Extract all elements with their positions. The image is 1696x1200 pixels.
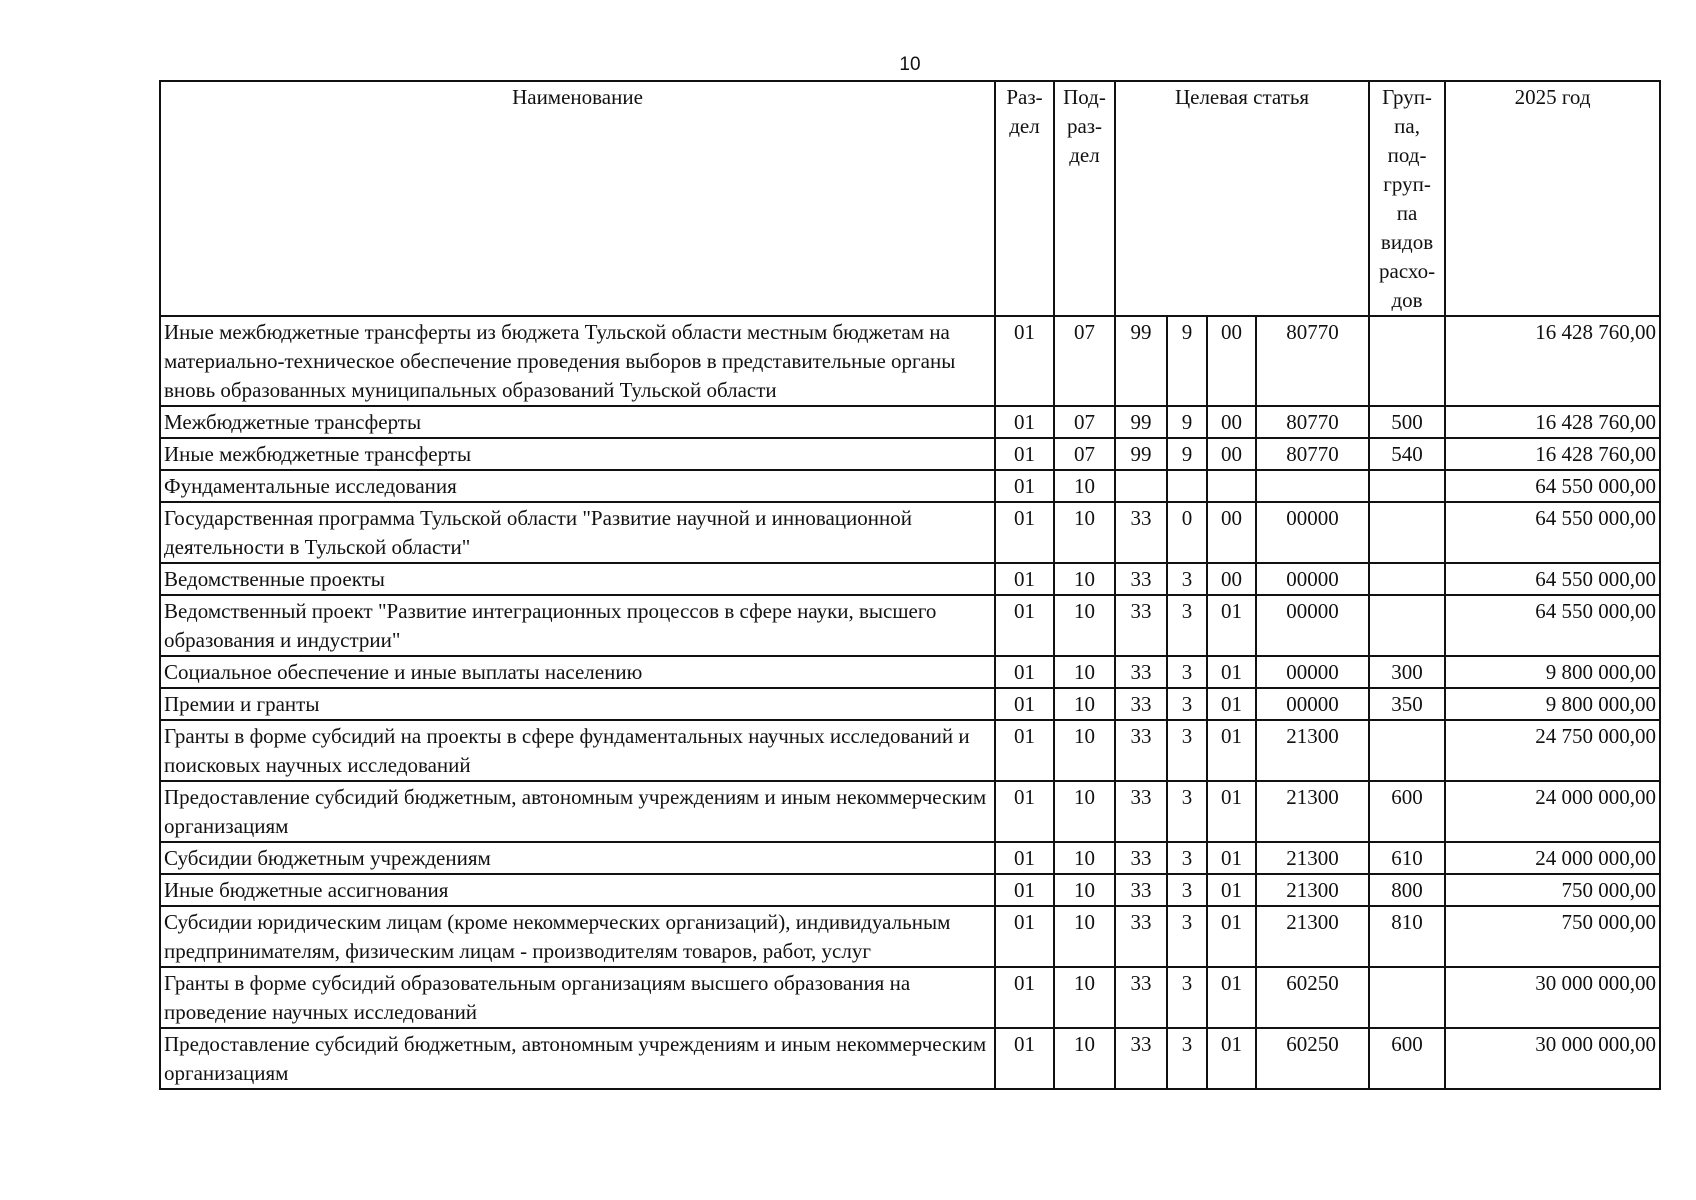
cell-target-program: 33 bbox=[1115, 502, 1167, 563]
cell-podrazdel: 07 bbox=[1054, 438, 1115, 470]
cell-amount: 24 000 000,00 bbox=[1445, 781, 1660, 842]
cell-target-subprogram: 9 bbox=[1167, 438, 1207, 470]
cell-razdel: 01 bbox=[995, 438, 1054, 470]
cell-target-subprogram: 3 bbox=[1167, 688, 1207, 720]
table-row bbox=[160, 967, 1660, 1028]
cell-expense-group bbox=[1369, 967, 1445, 1028]
cell-target-direction: 01 bbox=[1207, 906, 1256, 967]
cell-expense-group: 540 bbox=[1369, 438, 1445, 470]
budget-table bbox=[159, 80, 1661, 1090]
cell-target-subprogram: 3 bbox=[1167, 967, 1207, 1028]
cell-expense-group bbox=[1369, 502, 1445, 563]
cell-amount: 9 800 000,00 bbox=[1445, 656, 1660, 688]
cell-target-subprogram: 9 bbox=[1167, 316, 1207, 406]
cell-expense-group: 350 bbox=[1369, 688, 1445, 720]
cell-razdel: 01 bbox=[995, 1028, 1054, 1089]
cell-expense-group: 610 bbox=[1369, 842, 1445, 874]
cell-target-program: 33 bbox=[1115, 906, 1167, 967]
cell-name: Гранты в форме субсидий образовательным организациям высшего образования на проведение научных исследований bbox=[160, 967, 995, 1028]
cell-name: Государственная программа Тульской области "Развитие научной и инновационной деятельности в Тульской области" bbox=[160, 502, 995, 563]
cell-amount: 30 000 000,00 bbox=[1445, 1028, 1660, 1089]
cell-target-program: 33 bbox=[1115, 563, 1167, 595]
cell-amount: 24 000 000,00 bbox=[1445, 842, 1660, 874]
cell-target-direction: 01 bbox=[1207, 781, 1256, 842]
cell-amount: 64 550 000,00 bbox=[1445, 470, 1660, 502]
cell-target-program: 33 bbox=[1115, 595, 1167, 656]
cell-podrazdel: 10 bbox=[1054, 720, 1115, 781]
cell-target-code: 00000 bbox=[1256, 502, 1369, 563]
cell-target-subprogram: 3 bbox=[1167, 842, 1207, 874]
cell-name: Предоставление субсидий бюджетным, автономным учреждениям и иным некоммерческим организациям bbox=[160, 1028, 995, 1089]
cell-target-program: 33 bbox=[1115, 781, 1167, 842]
cell-razdel: 01 bbox=[995, 563, 1054, 595]
cell-podrazdel: 10 bbox=[1054, 595, 1115, 656]
cell-target-program: 33 bbox=[1115, 842, 1167, 874]
cell-target-direction: 01 bbox=[1207, 1028, 1256, 1089]
header-razdel-text: Раз- дел bbox=[1006, 85, 1043, 138]
cell-razdel: 01 bbox=[995, 316, 1054, 406]
table-row bbox=[160, 781, 1660, 842]
cell-target-subprogram bbox=[1167, 470, 1207, 502]
cell-target-direction: 01 bbox=[1207, 842, 1256, 874]
cell-target-code: 60250 bbox=[1256, 1028, 1369, 1089]
cell-podrazdel: 07 bbox=[1054, 406, 1115, 438]
table-row bbox=[160, 316, 1660, 406]
cell-podrazdel: 10 bbox=[1054, 1028, 1115, 1089]
cell-amount: 64 550 000,00 bbox=[1445, 563, 1660, 595]
cell-target-direction: 00 bbox=[1207, 316, 1256, 406]
cell-razdel: 01 bbox=[995, 470, 1054, 502]
cell-amount: 750 000,00 bbox=[1445, 874, 1660, 906]
cell-amount: 64 550 000,00 bbox=[1445, 595, 1660, 656]
table-row bbox=[160, 656, 1660, 688]
cell-razdel: 01 bbox=[995, 720, 1054, 781]
cell-expense-group: 300 bbox=[1369, 656, 1445, 688]
header-expense-group bbox=[1369, 81, 1445, 316]
cell-target-direction: 00 bbox=[1207, 438, 1256, 470]
cell-target-program: 33 bbox=[1115, 967, 1167, 1028]
table-row bbox=[160, 438, 1660, 470]
cell-razdel: 01 bbox=[995, 595, 1054, 656]
cell-target-direction: 01 bbox=[1207, 656, 1256, 688]
cell-name: Ведомственный проект "Развитие интеграционных процессов в сфере науки, высшего образования и индустрии" bbox=[160, 595, 995, 656]
cell-target-subprogram: 3 bbox=[1167, 1028, 1207, 1089]
cell-expense-group bbox=[1369, 595, 1445, 656]
cell-target-program: 33 bbox=[1115, 688, 1167, 720]
cell-target-code: 00000 bbox=[1256, 595, 1369, 656]
cell-expense-group: 800 bbox=[1369, 874, 1445, 906]
cell-target-code: 80770 bbox=[1256, 316, 1369, 406]
cell-amount: 750 000,00 bbox=[1445, 906, 1660, 967]
cell-target-program: 99 bbox=[1115, 438, 1167, 470]
cell-target-code: 80770 bbox=[1256, 438, 1369, 470]
cell-target-code: 00000 bbox=[1256, 688, 1369, 720]
cell-razdel: 01 bbox=[995, 906, 1054, 967]
cell-name: Социальное обеспечение и иные выплаты населению bbox=[160, 656, 995, 688]
cell-target-code: 21300 bbox=[1256, 906, 1369, 967]
header-name: Наименование bbox=[160, 81, 995, 316]
table-body bbox=[160, 316, 1660, 1089]
cell-name: Межбюджетные трансферты bbox=[160, 406, 995, 438]
cell-razdel: 01 bbox=[995, 406, 1054, 438]
cell-name: Иные межбюджетные трансферты bbox=[160, 438, 995, 470]
cell-target-code: 21300 bbox=[1256, 781, 1369, 842]
cell-target-subprogram: 3 bbox=[1167, 906, 1207, 967]
cell-podrazdel: 07 bbox=[1054, 316, 1115, 406]
cell-name: Гранты в форме субсидий на проекты в сфере фундаментальных научных исследований и поисковых научных исследований bbox=[160, 720, 995, 781]
cell-razdel: 01 bbox=[995, 502, 1054, 563]
cell-podrazdel: 10 bbox=[1054, 781, 1115, 842]
cell-name: Предоставление субсидий бюджетным, автономным учреждениям и иным некоммерческим организациям bbox=[160, 781, 995, 842]
cell-expense-group bbox=[1369, 316, 1445, 406]
cell-name: Субсидии бюджетным учреждениям bbox=[160, 842, 995, 874]
page-number: 10 bbox=[899, 54, 921, 75]
header-podrazdel-text: Под- раз- дел bbox=[1063, 85, 1106, 167]
cell-target-program: 33 bbox=[1115, 874, 1167, 906]
cell-amount: 16 428 760,00 bbox=[1445, 316, 1660, 406]
cell-expense-group bbox=[1369, 563, 1445, 595]
cell-name: Иные межбюджетные трансферты из бюджета Тульской области местным бюджетам на материально-техническое обеспечение проведения выборов в представительные органы вновь образованных муниципальных образований Тульской области bbox=[160, 316, 995, 406]
table-row bbox=[160, 563, 1660, 595]
cell-expense-group bbox=[1369, 470, 1445, 502]
cell-amount: 30 000 000,00 bbox=[1445, 967, 1660, 1028]
cell-target-code: 00000 bbox=[1256, 656, 1369, 688]
cell-podrazdel: 10 bbox=[1054, 842, 1115, 874]
table-row bbox=[160, 906, 1660, 967]
cell-expense-group: 600 bbox=[1369, 1028, 1445, 1089]
cell-podrazdel: 10 bbox=[1054, 470, 1115, 502]
cell-name: Иные бюджетные ассигнования bbox=[160, 874, 995, 906]
cell-target-code: 21300 bbox=[1256, 720, 1369, 781]
cell-expense-group: 500 bbox=[1369, 406, 1445, 438]
cell-razdel: 01 bbox=[995, 781, 1054, 842]
header-podrazdel bbox=[1054, 81, 1115, 316]
cell-target-subprogram: 3 bbox=[1167, 720, 1207, 781]
cell-target-subprogram: 0 bbox=[1167, 502, 1207, 563]
cell-podrazdel: 10 bbox=[1054, 656, 1115, 688]
cell-target-code: 80770 bbox=[1256, 406, 1369, 438]
table-row bbox=[160, 470, 1660, 502]
table-row bbox=[160, 502, 1660, 563]
header-row bbox=[160, 81, 1660, 316]
cell-target-direction: 01 bbox=[1207, 595, 1256, 656]
cell-target-direction: 01 bbox=[1207, 720, 1256, 781]
cell-expense-group: 810 bbox=[1369, 906, 1445, 967]
cell-target-program: 33 bbox=[1115, 656, 1167, 688]
table-row bbox=[160, 688, 1660, 720]
cell-target-code: 21300 bbox=[1256, 842, 1369, 874]
cell-expense-group: 600 bbox=[1369, 781, 1445, 842]
cell-target-code: 60250 bbox=[1256, 967, 1369, 1028]
cell-target-subprogram: 3 bbox=[1167, 563, 1207, 595]
table-row bbox=[160, 720, 1660, 781]
cell-target-direction bbox=[1207, 470, 1256, 502]
cell-target-subprogram: 3 bbox=[1167, 595, 1207, 656]
cell-target-program bbox=[1115, 470, 1167, 502]
cell-podrazdel: 10 bbox=[1054, 563, 1115, 595]
cell-amount: 16 428 760,00 bbox=[1445, 438, 1660, 470]
cell-name: Фундаментальные исследования bbox=[160, 470, 995, 502]
cell-target-subprogram: 3 bbox=[1167, 656, 1207, 688]
cell-target-direction: 00 bbox=[1207, 502, 1256, 563]
cell-name: Премии и гранты bbox=[160, 688, 995, 720]
cell-razdel: 01 bbox=[995, 874, 1054, 906]
cell-target-program: 33 bbox=[1115, 720, 1167, 781]
cell-podrazdel: 10 bbox=[1054, 967, 1115, 1028]
cell-target-subprogram: 3 bbox=[1167, 874, 1207, 906]
header-year: 2025 год bbox=[1445, 81, 1660, 316]
cell-name: Ведомственные проекты bbox=[160, 563, 995, 595]
header-razdel bbox=[995, 81, 1054, 316]
cell-target-direction: 00 bbox=[1207, 563, 1256, 595]
cell-amount: 16 428 760,00 bbox=[1445, 406, 1660, 438]
cell-target-direction: 01 bbox=[1207, 967, 1256, 1028]
cell-target-code bbox=[1256, 470, 1369, 502]
cell-target-program: 99 bbox=[1115, 406, 1167, 438]
cell-target-program: 99 bbox=[1115, 316, 1167, 406]
cell-amount: 24 750 000,00 bbox=[1445, 720, 1660, 781]
table-row bbox=[160, 842, 1660, 874]
cell-target-code: 00000 bbox=[1256, 563, 1369, 595]
cell-amount: 64 550 000,00 bbox=[1445, 502, 1660, 563]
cell-target-code: 21300 bbox=[1256, 874, 1369, 906]
table-row bbox=[160, 874, 1660, 906]
header-target-article: Целевая статья bbox=[1115, 81, 1369, 316]
cell-podrazdel: 10 bbox=[1054, 502, 1115, 563]
header-expense-group-text: Груп- па, под- груп- па видов расхо- дов bbox=[1379, 85, 1436, 312]
cell-target-direction: 01 bbox=[1207, 688, 1256, 720]
cell-target-direction: 01 bbox=[1207, 874, 1256, 906]
cell-podrazdel: 10 bbox=[1054, 874, 1115, 906]
cell-target-subprogram: 9 bbox=[1167, 406, 1207, 438]
table-row bbox=[160, 595, 1660, 656]
cell-target-program: 33 bbox=[1115, 1028, 1167, 1089]
cell-podrazdel: 10 bbox=[1054, 906, 1115, 967]
cell-name: Субсидии юридическим лицам (кроме некоммерческих организаций), индивидуальным предпринимателям, физическим лицам - производителям товаров, работ, услуг bbox=[160, 906, 995, 967]
cell-razdel: 01 bbox=[995, 842, 1054, 874]
cell-target-direction: 00 bbox=[1207, 406, 1256, 438]
cell-expense-group bbox=[1369, 720, 1445, 781]
table-row bbox=[160, 1028, 1660, 1089]
cell-amount: 9 800 000,00 bbox=[1445, 688, 1660, 720]
cell-target-subprogram: 3 bbox=[1167, 781, 1207, 842]
table-row bbox=[160, 406, 1660, 438]
cell-razdel: 01 bbox=[995, 967, 1054, 1028]
cell-razdel: 01 bbox=[995, 656, 1054, 688]
cell-razdel: 01 bbox=[995, 688, 1054, 720]
cell-podrazdel: 10 bbox=[1054, 688, 1115, 720]
